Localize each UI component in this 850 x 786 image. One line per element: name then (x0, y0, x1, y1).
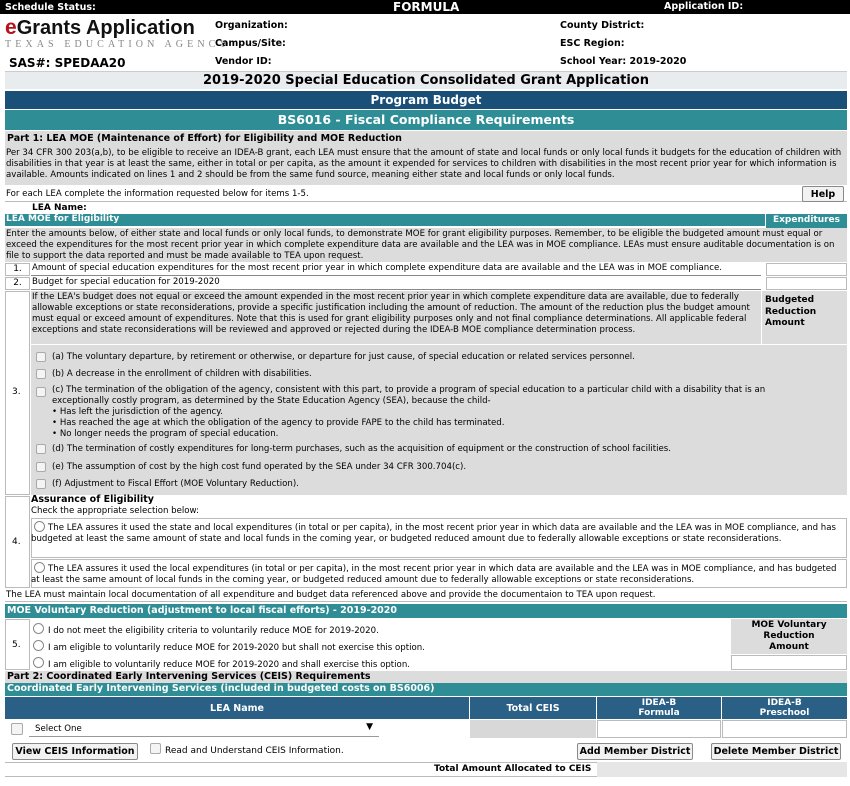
exception-b-text: (b) A decrease in the enrollment of children with disabilities. (52, 369, 312, 379)
col-idea-b-preschool: IDEA-B Preschool (722, 697, 847, 719)
campus-label: Campus/Site: (215, 38, 286, 49)
part1-intro: Per 34 CFR 300 203(a,b), to be eligible to receive an IDEA-B grant, each LEA must ensure that the amount of state and local funds or only local funds it budgets for the education of children with disabilities in that year is at least the same, either in total or per capita, as the amount it expended for services to children with disabilities in the most recent prior year for which information is available. Amounts indicated on lines 1 and 2 should be from the same fund source, meaning either state and local funds or only local funds. (6, 148, 842, 180)
row2-budget-input[interactable] (766, 277, 847, 290)
exception-e-text: (e) The assumption of cost by the high cost fund operated by the SEA under 34 CFR 300.704(c). (52, 462, 467, 472)
row4-number: 4. (12, 537, 21, 547)
voluntary-option-3-text: I am eligible to voluntarily reduce MOE for 2019-2020 and shall exercise this option. (48, 660, 410, 670)
total-allocated-label: Total Amount Allocated to CEIS (434, 764, 592, 774)
lea-name-label: LEA Name: (32, 203, 87, 213)
application-id-label: Application ID: (664, 1, 744, 12)
row3-number-cell (5, 291, 30, 495)
row3-number: 3. (12, 387, 21, 397)
logo-e: e (5, 16, 17, 39)
row5-number-cell (5, 619, 30, 670)
header-bar (0, 0, 850, 14)
part1-heading: Part 1: LEA MOE (Maintenance of Effort) for Eligibility and MOE Reduction (7, 133, 402, 144)
exception-c-bullets (52, 407, 504, 440)
total-ceis-value (470, 720, 596, 738)
egrants-logo (5, 16, 195, 40)
idea-b-preschool-input[interactable] (722, 720, 847, 738)
eligibility-text: Enter the amounts below, of either state and local funds or only local funds, to demonstrate MOE for grant eligibility purposes. Remember, to be eligible the budgeted amount must equal or exceed the expenditures for the most recent prior year in which complete expenditure data are available and the LEA was in MOE compliance. LEAs must ensure auditable documentation is on file to support the data reported and must be made available to TEA upon request. (6, 229, 835, 261)
view-ceis-information-button[interactable]: View CEIS Information (12, 743, 138, 760)
organization-label: Organization: (215, 20, 288, 31)
esc-region-label: ESC Region: (560, 38, 625, 49)
row2-text: Budget for special education for 2019-2020 (31, 277, 761, 290)
application-title: 2019-2020 Special Education Consolidated Grant Application (5, 71, 847, 89)
exception-f-checkbox[interactable] (36, 479, 46, 489)
program-budget-bar: Program Budget (5, 91, 847, 109)
expenditures-header: Expenditures (766, 214, 847, 228)
row2-number: 2. (5, 277, 30, 290)
row1-number: 1. (5, 263, 30, 276)
exception-c-checkbox[interactable] (36, 387, 46, 397)
exception-d-checkbox[interactable] (36, 444, 46, 454)
voluntary-option-1-text: I do not meet the eligibility criteria to voluntarily reduce MOE for 2019-2020. (48, 626, 379, 636)
voluntary-reduction-bar: MOE Voluntary Reduction (adjustment to local fiscal efforts) - 2019-2020 (5, 604, 847, 618)
exception-a-checkbox[interactable] (36, 352, 46, 362)
ceis-row-checkbox[interactable] (11, 723, 23, 735)
exception-a-text: (a) The voluntary departure, by retirement or otherwise, or departure for just cause, of special education or related services personnel. (52, 352, 635, 362)
voluntary-option-2-text: I am eligible to voluntarily reduce MOE for 2019-2020 but shall not exercise this option. (48, 643, 425, 653)
read-understand-label: Read and Understand CEIS Information. (165, 746, 344, 756)
sas-number: SAS#: SPEDAA20 (9, 56, 126, 70)
help-button[interactable]: Help (802, 186, 844, 202)
exception-c-bullet-3: • No longer needs the program of special education. (52, 429, 279, 439)
row3-justification-text: If the LEA's budget does not equal or exceed the amount expended in the most recent prior year in which complete expenditure data are available, due to federally allowable exceptions or state reconsiderations, provide a specific justification including the amount of reduction. The amount of the reduction plus the budget amount must equal or exceed amount of expenditures. Note that this is used for grant eligibility purposes only and not final compliance determinations. All applicable federal exceptions and state reconsiderations will be reviewed and approved or rejected during the IDEA-B MOE compliance determination process. (32, 292, 750, 335)
schedule-status-label: Schedule Status: (5, 2, 96, 13)
read-understand-checkbox[interactable] (150, 743, 161, 754)
exception-c-bullet-2: • Has reached the age at which the obligation of the agency to provide FAPE to the child has terminated. (52, 418, 505, 428)
ceis-bar: Coordinated Early Intervening Services (included in budgeted costs on BS6006) (5, 683, 847, 696)
exception-b-checkbox[interactable] (36, 369, 46, 379)
for-each-text: For each LEA complete the information requested below for items 1-5. (6, 189, 309, 199)
col-lea-name: LEA Name (5, 697, 469, 719)
voluntary-amount-header: MOE Voluntary Reduction Amount (731, 619, 847, 654)
budgeted-reduction-header: Budgeted Reduction Amount (765, 295, 817, 328)
exception-d-text: (d) The termination of costly expenditures for long-term purchases, such as the acquisition of equipment or the construction of school facilities. (52, 444, 671, 454)
lea-select-dropdown[interactable] (29, 721, 379, 737)
exception-f-text: (f) Adjustment to Fiscal Effort (MOE Voluntary Reduction). (52, 479, 299, 489)
assurance-2-text: The LEA assures it used the local expenditures (in total or per capita), in the most recent prior year in which data are available and the LEA was in MOE compliance, and has budgeted at least the same amount of local funds in the coming year, or budgeted reduced amount due to federally allowable exceptions or state reconsiderations. (31, 564, 837, 585)
voluntary-amount-input[interactable] (731, 655, 847, 670)
col-total-ceis: Total CEIS (470, 697, 596, 719)
voluntary-option-1-radio[interactable] (33, 623, 44, 634)
row5-number: 5. (12, 640, 21, 650)
delete-member-district-button[interactable]: Delete Member District (711, 743, 841, 760)
chevron-down-icon: ▼ (366, 722, 373, 732)
eligibility-bar: LEA MOE for Eligibility (5, 214, 765, 226)
county-district-label: County District: (560, 20, 645, 31)
col-idea-b-formula: IDEA-B Formula (597, 697, 721, 719)
lea-select-value: Select One (35, 724, 82, 734)
exception-e-checkbox[interactable] (36, 462, 46, 472)
row1-expenditures-input[interactable] (766, 263, 847, 276)
idea-b-formula-input[interactable] (597, 720, 721, 738)
exception-c-bullet-1: • Has left the jurisdiction of the agency. (52, 407, 223, 417)
maintain-documentation-note: The LEA must maintain local documentation of all expenditure and budget data referenced above and provide the documentaion to TEA upon request. (5, 589, 847, 602)
assurance-1-text: The LEA assures it used the state and local expenditures (in total or per capita), in the most recent prior year in which data are available and the LEA was in MOE compliance, and has budgeted at least the same amount of state and local funds in the coming year, or budgeted reduced amount due to federally allowable exceptions or state reconsiderations. (31, 523, 836, 544)
add-member-district-button[interactable]: Add Member District (577, 743, 693, 760)
assurance-instruction: Check the appropriate selection below: (31, 506, 200, 516)
voluntary-option-3-radio[interactable] (33, 657, 44, 668)
part2-heading: Part 2: Coordinated Early Intervening Services (CEIS) Requirements (5, 671, 847, 683)
voluntary-option-2-radio[interactable] (33, 640, 44, 651)
total-allocated-value (597, 762, 847, 777)
school-year-label: School Year: 2019-2020 (560, 56, 687, 67)
assurance-title: Assurance of Eligibility (31, 494, 154, 505)
formula-label: FORMULA (393, 0, 460, 14)
vendor-label: Vendor ID: (215, 56, 272, 67)
row1-text: Amount of special education expenditures for the most recent prior year in which complete expenditure data are available and the LEA was in MOE compliance. (31, 263, 761, 276)
logo-text: Grants Application (16, 17, 195, 39)
logo-subtitle: TEXAS EDUCATION AGENCY (5, 39, 231, 50)
exception-c-text: (c) The termination of the obligation of the agency, consistent with this part, to provide a program of special education to a particular child with a disability that is an exceptionally costly program, as determined by the State Education Agency (SEA), because the child- (52, 385, 766, 406)
schedule-title-bar: BS6016 - Fiscal Compliance Requirements (5, 110, 847, 130)
row4-number-cell (5, 496, 30, 588)
